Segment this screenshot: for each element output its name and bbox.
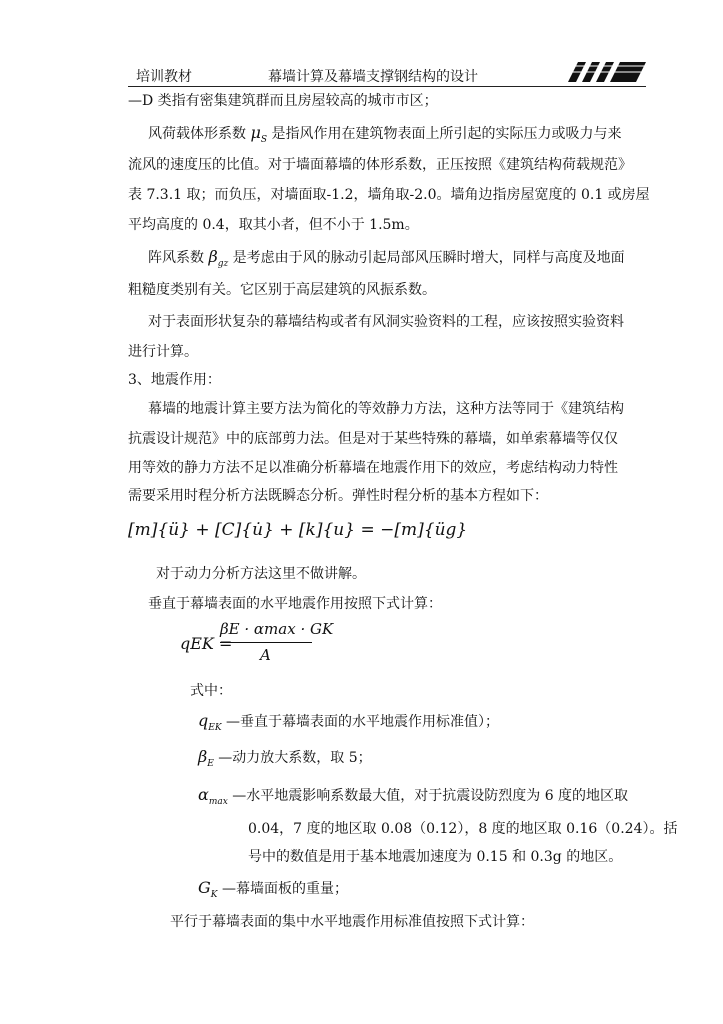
striped-logo-icon bbox=[568, 58, 646, 84]
text-line: —D 类指有密集建筑群而且房屋较高的城市市区； bbox=[128, 93, 438, 109]
section-heading: 3、地震作用： bbox=[128, 372, 221, 388]
text-line: 进行计算。 bbox=[128, 344, 198, 360]
formula-denominator: A bbox=[260, 646, 271, 664]
formula-qek bbox=[180, 620, 334, 666]
mu-symbol: μ bbox=[250, 123, 261, 142]
equation-of-motion bbox=[128, 508, 468, 552]
paragraph-shape-coefficient bbox=[148, 125, 668, 148]
definition-gk bbox=[198, 880, 348, 903]
text-span: 是考虑由于风的脉动引起局部风压瞬时增大，同样与高度及地面 bbox=[232, 250, 625, 266]
beta-subscript: E bbox=[207, 759, 214, 769]
text-line: 表 7.3.1 取；而负压，对墙面取-1.2，墙角取-2.0。墙角边指房屋宽度的 0.1 或房屋 bbox=[128, 187, 650, 203]
text-line: 幕墙的地震计算主要方法为简化的等效静力方法，这种方法等同于《建筑结构 bbox=[148, 401, 624, 417]
beta-symbol: β bbox=[208, 247, 218, 266]
text-line: 用等效的静力方法不足以准确分析幕墙在地震作用下的效应，考虑结构动力特性 bbox=[128, 460, 618, 476]
q-symbol: q bbox=[198, 711, 209, 730]
equation-text: [m]{ü} + [C]{u̇} + [k]{u} = −[m]{üg} bbox=[128, 520, 468, 540]
definition-text: —动力放大系数，取 5； bbox=[218, 750, 372, 766]
paragraph-gust-coefficient bbox=[148, 249, 668, 272]
definition-alpha bbox=[198, 787, 628, 810]
formula-numerator: βE · αmax · GK bbox=[220, 620, 334, 638]
formula-lhs: qEK = bbox=[180, 634, 233, 653]
text-span: 阵风系数 bbox=[148, 250, 204, 266]
header-divider bbox=[128, 86, 646, 87]
definition-beta bbox=[198, 749, 372, 772]
page-header bbox=[128, 64, 648, 86]
definition-qek bbox=[198, 713, 499, 736]
header-center-title: 幕墙计算及幕墙支撑钢结构的设计 bbox=[268, 69, 478, 85]
text-line: 粗糙度类别有关。它区别于高层建筑的风振系数。 bbox=[128, 282, 436, 298]
g-symbol: G bbox=[198, 878, 211, 897]
text-line: 垂直于幕墙表面的水平地震作用按照下式计算： bbox=[148, 596, 442, 612]
text-span: 风荷载体形系数 bbox=[148, 126, 246, 142]
text-line: 平行于幕墙表面的集中水平地震作用标准值按照下式计算： bbox=[170, 914, 534, 930]
text-line: 需要采用时程分析方法既瞬态分析。弹性时程分析的基本方程如下： bbox=[128, 488, 548, 504]
text-line: 号中的数值是用于基本地震加速度为 0.15 和 0.3g 的地区。 bbox=[248, 849, 623, 865]
text-line: 流风的速度压的比值。对于墙面幕墙的体形系数，正压按照《建筑结构荷载规范》 bbox=[128, 157, 632, 173]
fraction-bar bbox=[220, 642, 312, 643]
mu-subscript: S bbox=[260, 135, 268, 145]
beta-symbol: β bbox=[198, 747, 208, 766]
beta-subscript: gz bbox=[217, 259, 229, 269]
text-line: 抗震设计规范》中的底部剪力法。但是对于某些特殊的幕墙，如单索幕墙等仅仅 bbox=[128, 431, 618, 447]
g-subscript: K bbox=[210, 890, 218, 900]
where-label: 式中： bbox=[190, 683, 232, 699]
text-span: 是指风作用在建筑物表面上所引起的实际压力或吸力与来 bbox=[271, 126, 622, 142]
alpha-subscript: max bbox=[208, 797, 228, 807]
definition-text: —垂直于幕墙表面的水平地震作用标准值）； bbox=[226, 714, 499, 730]
header-left-title: 培训教材 bbox=[136, 69, 192, 85]
q-subscript: EK bbox=[208, 723, 222, 733]
definition-text: —水平地震影响系数最大值，对于抗震设防烈度为 6 度的地区取 bbox=[232, 788, 629, 804]
text-line: 平均高度的 0.4，取其小者，但不小于 1.5m。 bbox=[128, 217, 419, 233]
text-line: 0.04，7 度的地区取 0.08（0.12），8 度的地区取 0.16（0.24）。括 bbox=[248, 821, 678, 837]
definition-text: —幕墙面板的重量； bbox=[221, 881, 348, 897]
text-line: 对于表面形状复杂的幕墙结构或者有风洞实验资料的工程，应该按照实验资料 bbox=[148, 314, 624, 330]
alpha-symbol: α bbox=[198, 785, 209, 804]
text-line: 对于动力分析方法这里不做讲解。 bbox=[156, 566, 366, 582]
